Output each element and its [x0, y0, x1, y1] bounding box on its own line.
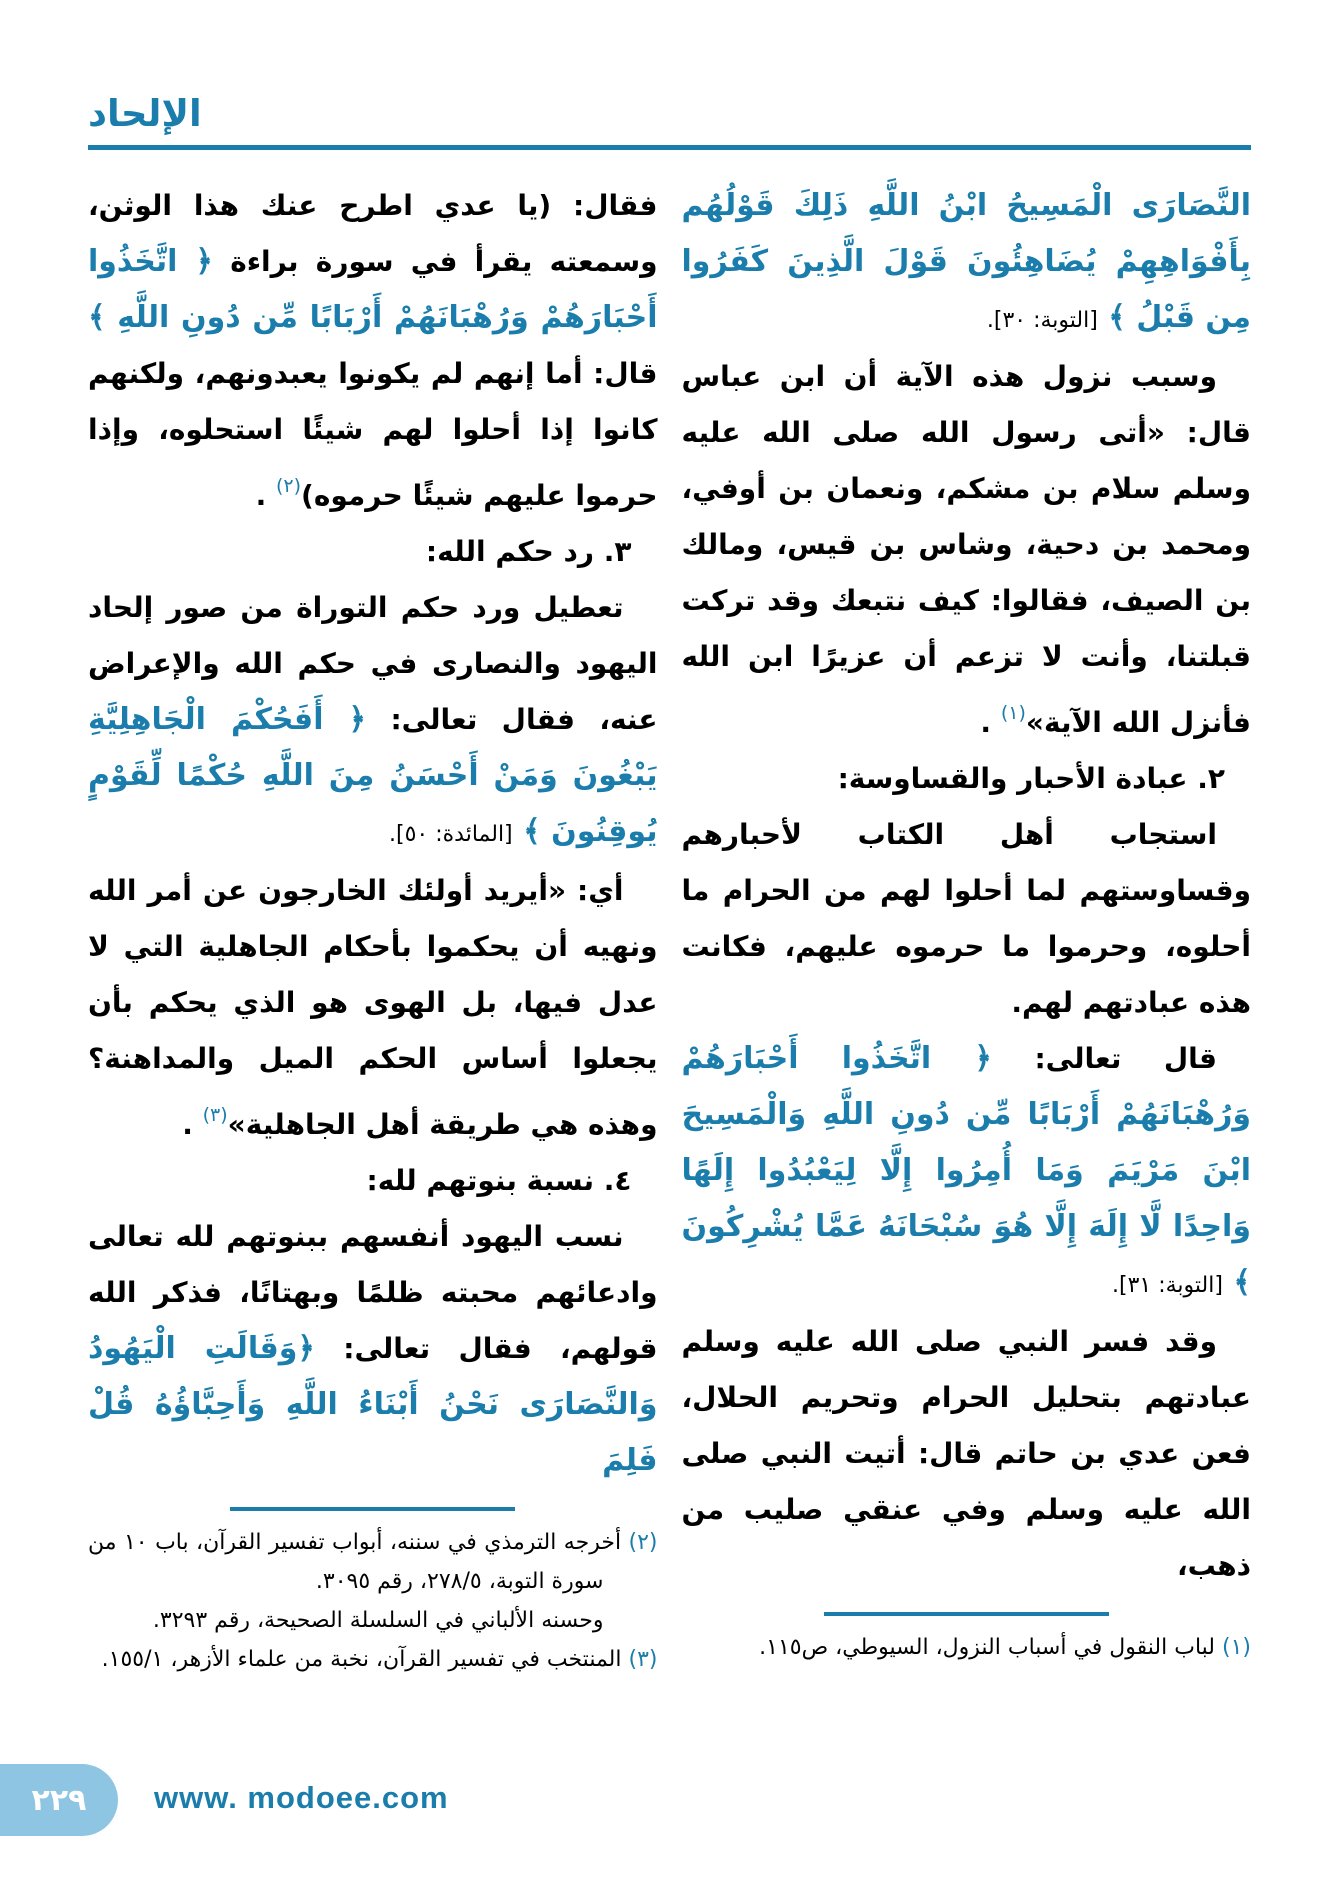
text-run-normal: استجاب أهل الكتاب لأحبارهم وقساوستهم لما أحلوا لهم من الحرام ما أحلوه، وحرموا ما حرموه عليهم، فكانت هذه عبادتهم لهم. [681, 818, 1251, 1019]
text-run-bold: فقال: (يا عدي اطرح عنك هذا الوثن، وسمعته يقرأ في سورة براءة [88, 189, 658, 278]
footnote-marker: (٣) [621, 1647, 658, 1672]
text-run-ref: [المائدة: ٥٠]. [389, 822, 513, 847]
page-header [0, 0, 1339, 150]
page-number: ٢٢٩ [31, 1782, 87, 1818]
section-3-heading [88, 524, 658, 580]
text-run-normal: تعطيل ورد حكم التوراة من صور إلحاد اليهود والنصارى في حكم الله والإعراض عنه، فقال تعالى: [88, 591, 658, 736]
quran-verse-tawbah-30 [682, 178, 1252, 349]
text-run-fnref: (٢) [275, 475, 302, 497]
footnote: (١) لباب النقول في أسباب النزول، السيوطي، ص١١٥. [759, 1635, 1251, 1660]
text-run-fnref: (٣) [202, 1104, 228, 1126]
content-columns [0, 150, 1339, 1679]
text-run-normal: . [255, 479, 276, 512]
column-right-footnotes [682, 1628, 1252, 1667]
footnote: (٣) المنتخب في تفسير القرآن، نخبة من علماء الأزهر، ١‏/‏١٥٥. [101, 1647, 658, 1672]
chapter-running-title: الإلحاد [88, 92, 202, 135]
text-run-verse: النَّصَارَى الْمَسِيحُ ابْنُ اللَّهِ ذَلِكَ قَوْلُهُم بِأَفْوَاهِهِمْ يُضَاهِئُونَ قَوْلَ الَّذِينَ كَفَرُوا مِن قَبْلُ ﴾ [681, 188, 1251, 335]
footnote-separator-right [824, 1612, 1109, 1616]
page-number-tab [0, 1764, 118, 1836]
text-run-verse: ﴿ أَفَحُكْمَ الْجَاهِلِيَّةِ يَبْغُونَ وَمَنْ أَحْسَنُ مِنَ اللَّهِ حُكْمًا لِّقَوْمٍ يُوقِنُونَ ﴾ [88, 702, 658, 849]
text-run-ref: [التوبة: ٣١]. [1112, 1273, 1223, 1298]
text-run-normal: وقد فسر النبي صلى الله عليه وسلم عبادتهم بتحليل الحرام وتحريم الحلال، فعن عدي بن حاتم قال: [681, 1325, 1251, 1470]
text-run-fnref: (١) [1000, 702, 1026, 724]
text-run-normal: أي: «أيريد أولئك الخارجون عن أمر الله ونهيه أن يحكموا بأحكام الجاهلية التي لا عدل فيها، بل الهوى هو الذي يحكم بأن يجعلوا أساس الحكم الميل والمداهنة؟ وهذه هي طريقة أهل الجاهلية» [88, 874, 658, 1141]
text-run-normal: . [980, 706, 1001, 739]
footnote-marker: (١) [1215, 1635, 1251, 1660]
column-left-footnotes [88, 1523, 658, 1679]
text-run-normal: ٣. رد حكم الله: [425, 535, 632, 568]
footnote-marker: (٢) [621, 1530, 658, 1555]
footnote-continuation: وحسنه الألباني في السلسلة الصحيحة، رقم ٣٢٩٣. [152, 1608, 604, 1633]
website-url: www. modoee.com [154, 1780, 449, 1815]
body-paragraph [682, 807, 1252, 1031]
hadith-adi-quote-paragraph [88, 178, 658, 524]
column-left-body [88, 178, 658, 1489]
quran-verse-tawbah-31 [682, 1031, 1252, 1314]
text-run-ref: [التوبة: ٣٠]. [986, 308, 1098, 333]
text-run-verse: ﴿وَقَالَتِ الْيَهُودُ وَالنَّصَارَى نَحْنُ أَبْنَاءُ اللَّهِ وَأَحِبَّاؤُهُ قُلْ فَلِمَ [88, 1331, 658, 1478]
hadith-adi-intro-paragraph [682, 1314, 1252, 1594]
section-2-heading [682, 751, 1252, 807]
text-run-bold: قال: أما إنهم لم يكونوا يعبدونهم، ولكنهم كانوا إذا أحلوا لهم شيئًا استحلوه، وإذا حرموا عليهم شيئًا حرموه) [88, 357, 658, 512]
text-run-verse: ﴿ اتَّخَذُوا أَحْبَارَهُمْ وَرُهْبَانَهُمْ أَرْبَابًا مِّن دُونِ اللَّهِ وَالْمَسِيحَ ابْنَ مَرْيَمَ وَمَا أُمِرُوا إِلَّا لِيَعْبُدُوا إِلَهًا وَاحِدًا لَّا إِلَهَ إِلَّا هُوَ سُبْحَانَهُ عَمَّا يُشْرِكُونَ ﴾ [681, 1041, 1251, 1300]
text-run-normal: ٢. عبادة الأحبار والقساوسة: [837, 762, 1225, 795]
text-run-bold: أتيت النبي صلى الله عليه وسلم وفي عنقي صليب من ذهب، [681, 1437, 1251, 1582]
column-left [88, 178, 658, 1679]
text-run-normal: نسب اليهود أنفسهم ببنوتهم لله تعالى وادعائهم محبته ظلمًا وبهتانًا، فذكر الله قولهم، فقال تعالى: [88, 1220, 658, 1365]
text-run-verse: ﴿ اتَّخَذُوا أَحْبَارَهُمْ وَرُهْبَانَهُمْ أَرْبَابًا مِّن دُونِ اللَّهِ ﴾ [88, 244, 658, 335]
quran-verse-maidah-18 [88, 1209, 658, 1489]
footnote: (٢) أخرجه الترمذي في سننه، أبواب تفسير القرآن، باب ١٠ من سورة التوبة، ٥‏/‏٢٧٨، رقم ٣٠٩٥. [88, 1530, 658, 1594]
asbab-nuzul-paragraph [682, 349, 1252, 751]
text-run-normal: . [182, 1108, 203, 1141]
text-run-normal: قال تعالى: [991, 1042, 1217, 1075]
tafsir-paragraph [88, 863, 658, 1153]
column-right [682, 178, 1252, 1679]
text-run-normal: وسبب نزول هذه الآية أن ابن عباس قال: «أتى رسول الله صلى الله عليه وسلم سلام بن مشكم، ونعمان بن أوفي، ومحمد بن دحية، وشاس بن قيس، ومالك بن الصيف، فقالوا: كيف نتبعك وقد تركت قبلتنا، وأنت لا تزعم أن عزيرًا ابن الله فأنزل الله الآية» [681, 360, 1251, 739]
quran-verse-maidah-50 [88, 580, 658, 863]
page-footer [0, 1764, 1339, 1838]
column-right-body [682, 178, 1252, 1594]
footnote-separator-left [230, 1507, 515, 1511]
section-4-heading [88, 1153, 658, 1209]
text-run-normal: ٤. نسبة بنوتهم لله: [366, 1164, 632, 1197]
